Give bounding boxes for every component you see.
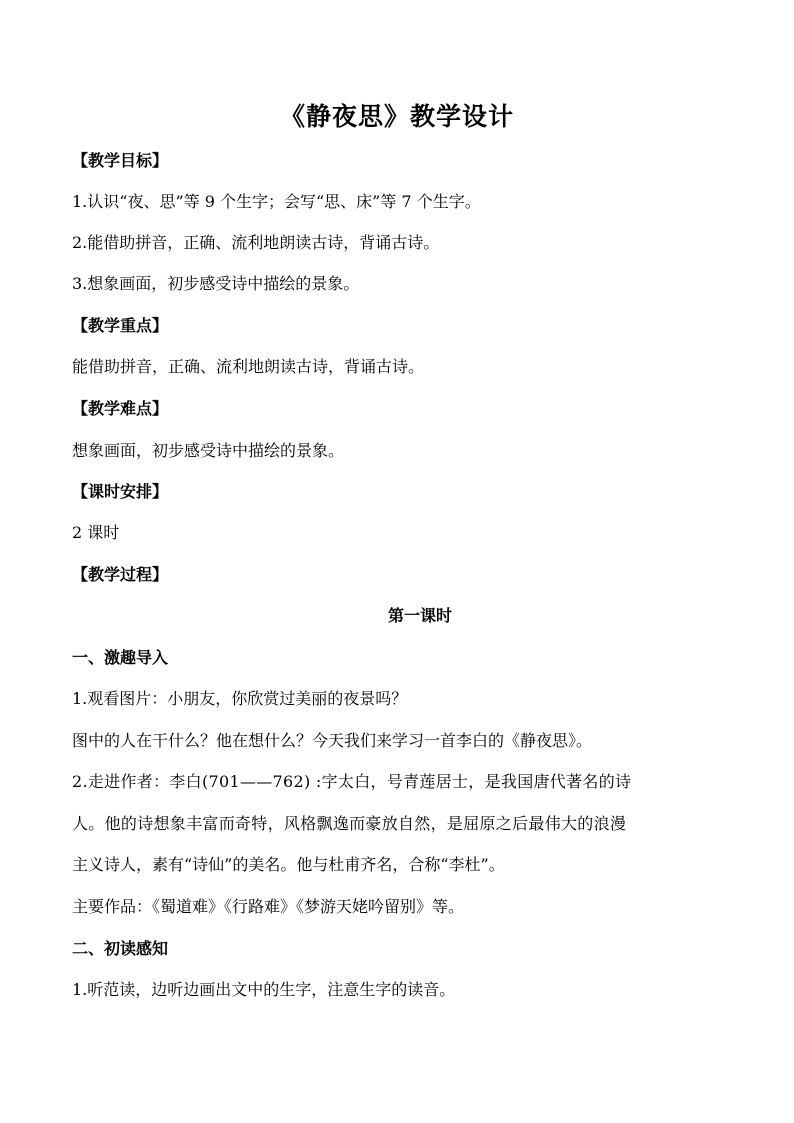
part1-line-6: 主要作品：《蜀道难》《行路难》《梦游天姥吟留别》等。 [72, 897, 465, 916]
goal-item-3: 3.想象画面，初步感受诗中描绘的景象。 [72, 274, 360, 293]
key-points-heading: 【教学重点】 [72, 316, 169, 335]
part1-line-1: 1.观看图片：小朋友，你欣赏过美丽的夜景吗？ [72, 689, 408, 708]
difficulties-heading: 【教学难点】 [72, 399, 169, 418]
goal-item-1: 1.认识“夜、思”等 9 个生字；会写“思、床”等 7 个生字。 [72, 192, 481, 211]
part1-line-5: 主义诗人，素有“诗仙”的美名。他与杜甫齐名，合称“李杜”。 [72, 855, 505, 874]
schedule-heading: 【课时安排】 [72, 482, 169, 501]
part1-line-2: 图中的人在干什么？他在想什么？今天我们来学习一首李白的《静夜思》。 [72, 731, 593, 750]
part1-heading: 一、激趣导入 [72, 648, 169, 667]
part2-heading: 二、初读感知 [72, 939, 169, 958]
part1-line-3: 2.走进作者：李白(701——762) :字太白，号青莲居士，是我国唐代著名的诗 [72, 772, 632, 791]
goals-heading: 【教学目标】 [72, 151, 169, 170]
schedule-text: 2 课时 [72, 523, 120, 542]
lesson-title: 第一课时 [387, 606, 452, 625]
part1-line-4: 人。他的诗想象丰富而奇特，风格飘逸而豪放自然，是屈原之后最伟大的浪漫 [72, 814, 627, 833]
key-points-text: 能借助拼音，正确、流利地朗读古诗，背诵古诗。 [72, 357, 425, 376]
part2-line-1: 1.听范读，边听边画出文中的生字，注意生字的读音。 [72, 980, 456, 999]
process-heading: 【教学过程】 [72, 565, 169, 584]
document-title: 《静夜思》教学设计 [279, 102, 514, 131]
difficulties-text: 想象画面，初步感受诗中描绘的景象。 [72, 441, 345, 460]
goal-item-2: 2.能借助拼音，正确、流利地朗读古诗，背诵古诗。 [72, 233, 440, 252]
